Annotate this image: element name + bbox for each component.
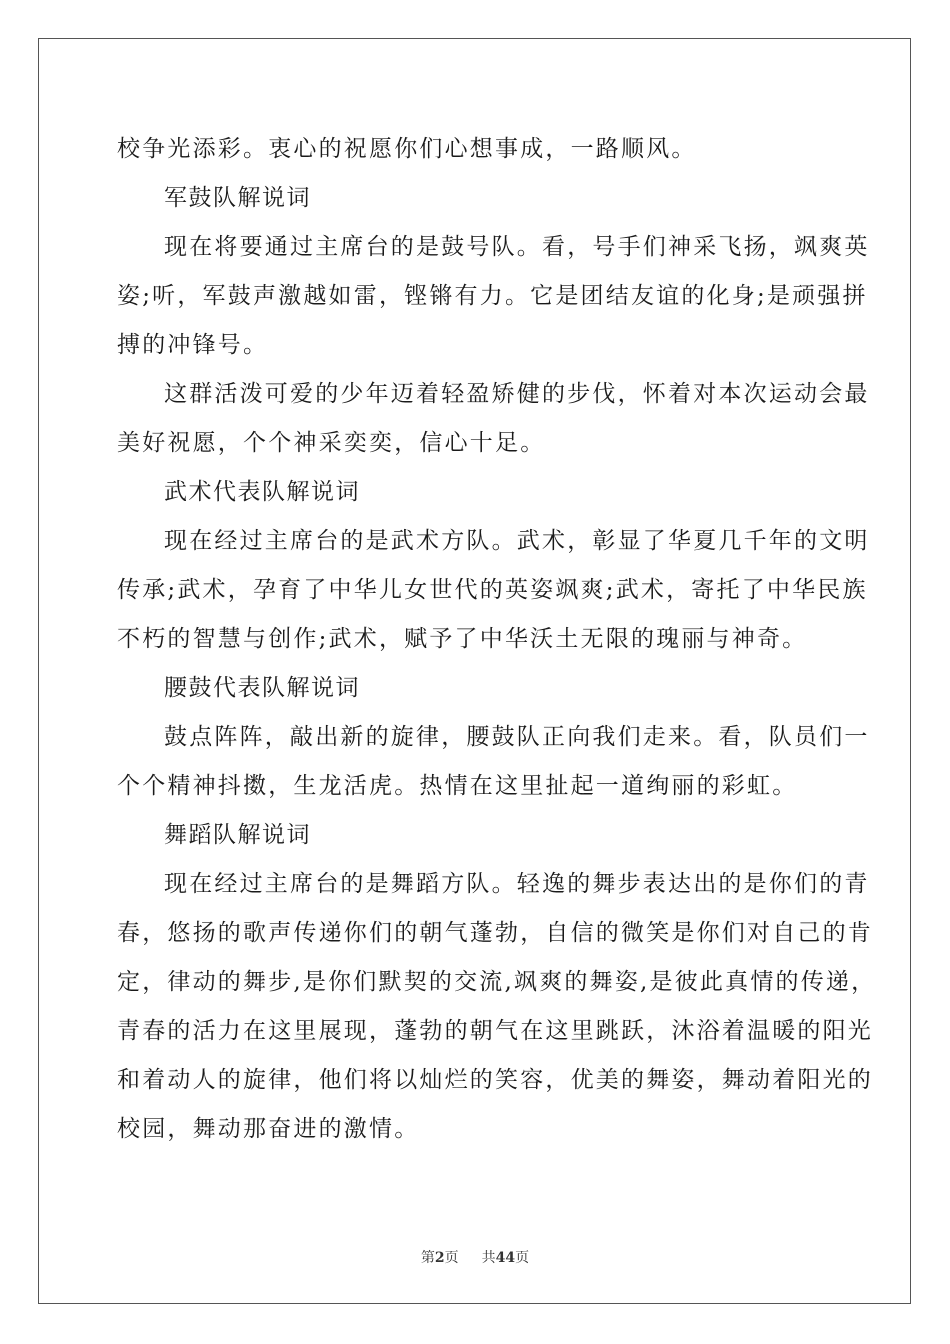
paragraph-line: 美好祝愿，个个神采奕奕，信心十足。 — [117, 430, 546, 456]
paragraph-line: 定，律动的舞步,是你们默契的交流,飒爽的舞姿,是彼此真情的传递， — [117, 969, 877, 995]
paragraph-line: 和着动人的旋律，他们将以灿烂的笑容，优美的舞姿，舞动着阳光的 — [117, 1067, 873, 1093]
paragraph-line: 校争光添彩。衷心的祝愿你们心想事成，一路顺风。 — [117, 136, 697, 162]
paragraph-line: 这群活泼可爱的少年迈着轻盈矫健的步伐，怀着对本次运动会最 — [164, 381, 870, 407]
paragraph-line: 青春的活力在这里展现，蓬勃的朝气在这里跳跃，沐浴着温暖的阳光 — [117, 1018, 873, 1044]
paragraph-line: 传承;武术，孕育了中华儿女世代的英姿飒爽;武术，寄托了中华民族 — [117, 577, 868, 603]
total-prefix: 共 — [481, 1250, 496, 1266]
page-suffix: 页 — [444, 1250, 459, 1266]
paragraph-line: 现在经过主席台的是武术方队。武术，彰显了华夏几千年的文明 — [164, 528, 870, 554]
section-heading: 腰鼓代表队解说词 — [164, 675, 360, 701]
total-pages: 44 — [495, 1250, 516, 1266]
section-heading: 舞蹈队解说词 — [164, 822, 311, 848]
paragraph-line: 个个精神抖擞，生龙活虎。热情在这里扯起一道绚丽的彩虹。 — [117, 773, 798, 799]
paragraph-line: 姿;听，军鼓声激越如雷，铿锵有力。它是团结友谊的化身;是顽强拼 — [117, 283, 868, 309]
page-prefix: 第 — [420, 1250, 435, 1266]
paragraph-line: 不朽的智慧与创作;武术，赋予了中华沃土无限的瑰丽与神奇。 — [117, 626, 808, 652]
page-number-label — [421, 1247, 459, 1267]
total-suffix: 页 — [515, 1250, 530, 1266]
paragraph-line: 搏的冲锋号。 — [117, 332, 269, 358]
paragraph-line: 鼓点阵阵，敲出新的旋律，腰鼓队正向我们走来。看，队员们一 — [164, 724, 870, 750]
paragraph-line: 现在经过主席台的是舞蹈方队。轻逸的舞步表达出的是你们的青 — [164, 871, 870, 897]
section-heading: 武术代表队解说词 — [164, 479, 360, 505]
paragraph-line: 春，悠扬的歌声传递你们的朝气蓬勃，自信的微笑是你们对自己的肯 — [117, 920, 873, 946]
page-number: 2 — [434, 1250, 445, 1266]
total-pages-label — [482, 1247, 529, 1267]
page-footer — [0, 1247, 950, 1267]
document-body — [117, 125, 877, 1154]
paragraph-line: 现在将要通过主席台的是鼓号队。看，号手们神采飞扬，飒爽英 — [164, 234, 870, 260]
paragraph-line: 校园，舞动那奋进的激情。 — [117, 1116, 420, 1142]
section-heading: 军鼓队解说词 — [164, 185, 311, 211]
